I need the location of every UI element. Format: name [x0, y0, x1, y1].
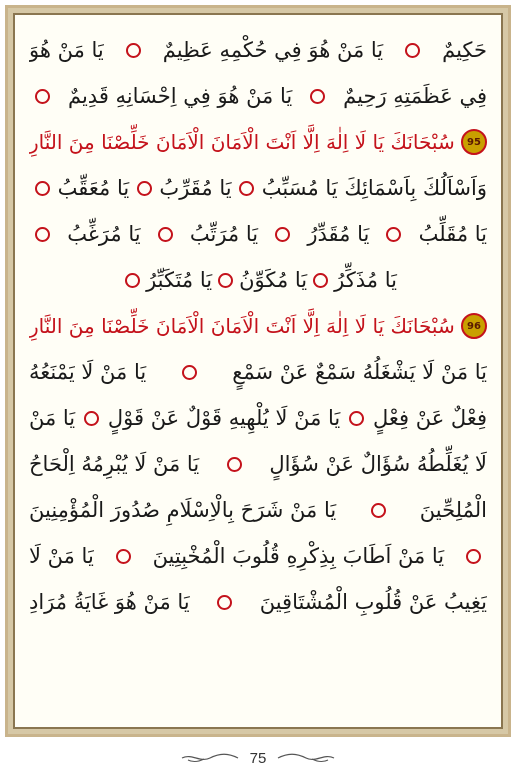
text-line — [29, 73, 487, 119]
text-segment: يَا مُكَوِّنُ — [239, 268, 308, 292]
text-segment: يَا مَنْ لَا يُلْهِيهِ قَوْلٌ عَنْ قَوْلٍ — [107, 406, 341, 430]
circle-separator-icon — [35, 227, 50, 242]
text-segment: يَا مَنْ هُوَ غَايَةُ مُرَادِ — [29, 590, 190, 614]
page-footer — [0, 745, 516, 771]
text-segment: حَكِيمٌ — [442, 38, 487, 62]
text-line — [29, 165, 487, 211]
circle-separator-icon — [313, 273, 328, 288]
text-segment: يَا مَنْ — [29, 406, 76, 430]
circle-separator-icon — [218, 273, 233, 288]
circle-separator-icon — [466, 549, 481, 564]
page-frame — [5, 5, 511, 737]
text-segment: يَا مُقَدِّرُ — [307, 222, 370, 246]
text-segment: فِي عَظَمَتِهِ رَحِيمٌ — [343, 84, 487, 108]
circle-separator-icon — [35, 181, 50, 196]
text-line — [29, 533, 487, 579]
circle-separator-icon — [310, 89, 325, 104]
circle-separator-icon — [349, 411, 364, 426]
circle-separator-icon — [275, 227, 290, 242]
text-segment: يَا مَنْ هُوَ فِي حُكْمِهِ عَظِيمٌ — [162, 38, 384, 62]
text-segment: فِعْلٌ عَنْ فِعْلٍ — [372, 406, 487, 430]
text-segment: يَا مَنْ اَطَابَ بِذِكْرِهِ قُلُوبَ الْمُخْبِتِينَ — [152, 544, 445, 568]
circle-separator-icon — [371, 503, 386, 518]
text-line — [29, 349, 487, 395]
text-line — [29, 257, 487, 303]
text-segment: يَا مَنْ لَا يُبْرِمُهُ اِلْحَاحُ — [29, 452, 200, 476]
refrain-text: سُبْحَانَكَ يَا لَا اِلٰهَ اِلَّا اَنْتَ الْاَمَانَ الْاَمَانَ خَلِّصْنَا مِنَ النَّارِ — [29, 130, 455, 154]
text-segment: يَا مَنْ هُوَ فِي اِحْسَانِهِ قَدِيمٌ — [67, 84, 293, 108]
text-segment: وَاَسْاَلُكَ بِاَسْمَائِكَ يَا مُسَبِّبُ — [261, 176, 487, 200]
refrain-line — [29, 119, 487, 165]
text-segment: يَا مَنْ لَا يَمْنَعُهُ — [29, 360, 147, 384]
circle-separator-icon — [116, 549, 131, 564]
circle-separator-icon — [182, 365, 197, 380]
circle-separator-icon — [386, 227, 401, 242]
circle-separator-icon — [35, 89, 50, 104]
text-segment: الْمُلِحِّينَ — [419, 498, 487, 522]
circle-separator-icon — [239, 181, 254, 196]
circle-separator-icon — [137, 181, 152, 196]
circle-separator-icon — [405, 43, 420, 58]
circle-separator-icon — [125, 273, 140, 288]
text-line — [29, 579, 487, 625]
circle-separator-icon — [84, 411, 99, 426]
text-line — [29, 395, 487, 441]
text-line — [29, 487, 487, 533]
verse-number-badge: 96 — [461, 313, 487, 339]
prayer-text-block — [29, 27, 487, 719]
text-segment: يَا مَنْ لَا — [29, 544, 94, 568]
page-frame-inner — [13, 13, 503, 729]
left-ornament-icon — [180, 751, 240, 765]
text-segment: يَا مُرَتِّبُ — [189, 222, 259, 246]
text-line — [29, 211, 487, 257]
circle-separator-icon — [227, 457, 242, 472]
circle-separator-icon — [126, 43, 141, 58]
right-ornament-icon — [276, 751, 336, 765]
text-segment: يَا مُقَرِّبُ — [159, 176, 232, 200]
refrain-line — [29, 303, 487, 349]
circle-separator-icon — [217, 595, 232, 610]
text-segment: يَا مُرَغِّبُ — [67, 222, 141, 246]
circle-separator-icon — [158, 227, 173, 242]
text-segment: يَا مَنْ لَا يَشْغَلُهُ سَمْعٌ عَنْ سَمْعٍ — [232, 360, 487, 384]
page-number: 75 — [249, 749, 267, 767]
text-segment: يَا مَنْ هُوَ — [29, 38, 104, 62]
text-segment: يَا مُعَقِّبُ — [57, 176, 130, 200]
text-segment: يَا مُتَكَبِّرُ — [146, 268, 213, 292]
text-segment: يَا مُقَلِّبُ — [418, 222, 487, 246]
text-segment: يَا مَنْ شَرَحَ بِالْاِسْلَامِ صُدُورَ الْمُؤْمِنِينَ — [29, 498, 337, 522]
text-segment: يَغِيبُ عَنْ قُلُوبِ الْمُشْتَاقِينَ — [259, 590, 487, 614]
text-line — [29, 441, 487, 487]
text-segment: لَا يُغَلِّطُهُ سُؤَالٌ عَنْ سُؤَالٍ — [269, 452, 487, 476]
text-segment: يَا مُذَكِّرُ — [334, 268, 397, 292]
verse-number-badge: 95 — [461, 129, 487, 155]
refrain-text: سُبْحَانَكَ يَا لَا اِلٰهَ اِلَّا اَنْتَ الْاَمَانَ الْاَمَانَ خَلِّصْنَا مِنَ النَّارِ — [29, 314, 455, 338]
text-line — [29, 27, 487, 73]
